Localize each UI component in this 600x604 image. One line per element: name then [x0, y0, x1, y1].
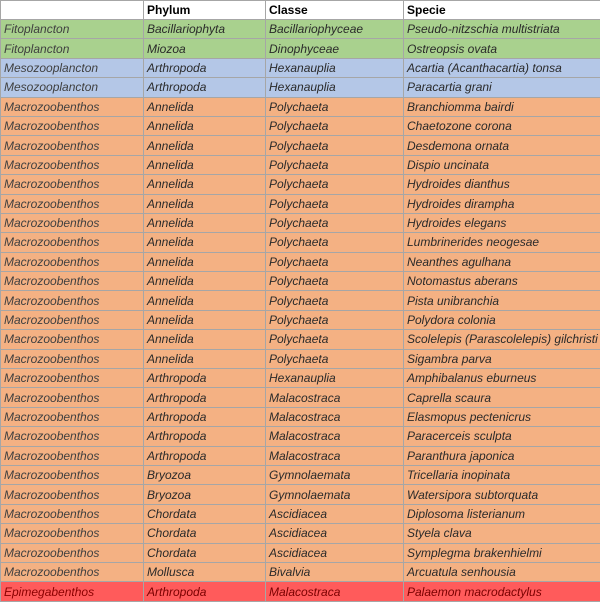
- table-row: [1, 504, 600, 523]
- table-row: [1, 369, 600, 388]
- cell-group: Macrozoobenthos: [1, 524, 144, 543]
- table-row: [1, 116, 600, 135]
- cell-classe: Polychaeta: [266, 155, 404, 174]
- cell-classe: Gymnolaemata: [266, 465, 404, 484]
- cell-classe: Hexanauplia: [266, 58, 404, 77]
- table-row: [1, 136, 600, 155]
- cell-classe: Malacostraca: [266, 427, 404, 446]
- table-row: [1, 524, 600, 543]
- table-row: [1, 485, 600, 504]
- header-specie: Specie: [404, 1, 600, 20]
- cell-specie: Hydroides elegans: [404, 213, 600, 232]
- cell-group: Macrozoobenthos: [1, 310, 144, 329]
- cell-specie: Sigambra parva: [404, 349, 600, 368]
- cell-specie: Symplegma brakenhielmi: [404, 543, 600, 562]
- cell-specie: Styela clava: [404, 524, 600, 543]
- cell-specie: Chaetozone corona: [404, 116, 600, 135]
- cell-group: Macrozoobenthos: [1, 155, 144, 174]
- cell-specie: Dispio uncinata: [404, 155, 600, 174]
- cell-group: Macrozoobenthos: [1, 446, 144, 465]
- cell-phylum: Chordata: [144, 504, 266, 523]
- cell-classe: Polychaeta: [266, 310, 404, 329]
- header-group: [1, 1, 144, 20]
- cell-specie: Arcuatula senhousia: [404, 562, 600, 581]
- cell-phylum: Bryozoa: [144, 485, 266, 504]
- cell-specie: Lumbrinerides neogesae: [404, 233, 600, 252]
- cell-classe: Polychaeta: [266, 194, 404, 213]
- cell-phylum: Arthropoda: [144, 78, 266, 97]
- cell-phylum: Annelida: [144, 252, 266, 271]
- table-row: [1, 58, 600, 77]
- cell-group: Macrozoobenthos: [1, 330, 144, 349]
- cell-specie: Branchiomma bairdi: [404, 97, 600, 116]
- table-row: [1, 175, 600, 194]
- cell-phylum: Annelida: [144, 194, 266, 213]
- cell-group: Macrozoobenthos: [1, 291, 144, 310]
- cell-specie: Pista unibranchia: [404, 291, 600, 310]
- table-row: [1, 233, 600, 252]
- cell-phylum: Mollusca: [144, 562, 266, 581]
- cell-phylum: Annelida: [144, 233, 266, 252]
- table-row: [1, 272, 600, 291]
- cell-phylum: Arthropoda: [144, 369, 266, 388]
- table-row: [1, 252, 600, 271]
- cell-group: Macrozoobenthos: [1, 349, 144, 368]
- cell-phylum: Annelida: [144, 330, 266, 349]
- cell-phylum: Annelida: [144, 116, 266, 135]
- cell-classe: Hexanauplia: [266, 369, 404, 388]
- cell-group: Macrozoobenthos: [1, 485, 144, 504]
- cell-phylum: Bacillariophyta: [144, 20, 266, 39]
- cell-group: Macrozoobenthos: [1, 543, 144, 562]
- cell-specie: Tricellaria inopinata: [404, 465, 600, 484]
- cell-classe: Malacostraca: [266, 582, 404, 601]
- cell-specie: Neanthes agulhana: [404, 252, 600, 271]
- table-row: [1, 78, 600, 97]
- cell-classe: Polychaeta: [266, 272, 404, 291]
- cell-classe: Polychaeta: [266, 330, 404, 349]
- cell-group: Macrozoobenthos: [1, 213, 144, 232]
- cell-phylum: Arthropoda: [144, 388, 266, 407]
- cell-phylum: Arthropoda: [144, 407, 266, 426]
- cell-classe: Ascidiacea: [266, 524, 404, 543]
- cell-specie: Ostreopsis ovata: [404, 39, 600, 58]
- cell-specie: Acartia (Acanthacartia) tonsa: [404, 58, 600, 77]
- cell-classe: Dinophyceae: [266, 39, 404, 58]
- cell-classe: Polychaeta: [266, 252, 404, 271]
- table-row: [1, 543, 600, 562]
- cell-specie: Hydroides dianthus: [404, 175, 600, 194]
- header-classe: Classe: [266, 1, 404, 20]
- table-row: [1, 39, 600, 58]
- table-row: [1, 407, 600, 426]
- cell-group: Macrozoobenthos: [1, 252, 144, 271]
- table-row: [1, 291, 600, 310]
- cell-specie: Desdemona ornata: [404, 136, 600, 155]
- cell-specie: Palaemon macrodactylus: [404, 582, 600, 601]
- cell-phylum: Arthropoda: [144, 582, 266, 601]
- table-row: [1, 97, 600, 116]
- cell-specie: Scolelepis (Parascolelepis) gilchristi: [404, 330, 600, 349]
- cell-specie: Paracerceis sculpta: [404, 427, 600, 446]
- cell-group: Macrozoobenthos: [1, 427, 144, 446]
- table-row: [1, 349, 600, 368]
- cell-phylum: Chordata: [144, 524, 266, 543]
- cell-specie: Notomastus aberans: [404, 272, 600, 291]
- table-row: [1, 330, 600, 349]
- cell-specie: Elasmopus pectenicrus: [404, 407, 600, 426]
- cell-classe: Polychaeta: [266, 213, 404, 232]
- cell-classe: Polychaeta: [266, 291, 404, 310]
- cell-group: Macrozoobenthos: [1, 465, 144, 484]
- table-row: [1, 582, 600, 601]
- cell-group: Macrozoobenthos: [1, 116, 144, 135]
- cell-classe: Polychaeta: [266, 97, 404, 116]
- cell-group: Mesozooplancton: [1, 78, 144, 97]
- cell-phylum: Annelida: [144, 136, 266, 155]
- cell-specie: Amphibalanus eburneus: [404, 369, 600, 388]
- cell-group: Macrozoobenthos: [1, 504, 144, 523]
- table-row: [1, 155, 600, 174]
- cell-classe: Polychaeta: [266, 233, 404, 252]
- cell-classe: Polychaeta: [266, 116, 404, 135]
- cell-group: Macrozoobenthos: [1, 175, 144, 194]
- cell-phylum: Annelida: [144, 175, 266, 194]
- table-body: [1, 20, 600, 602]
- header-row: [1, 1, 600, 20]
- cell-phylum: Arthropoda: [144, 427, 266, 446]
- cell-classe: Gymnolaemata: [266, 485, 404, 504]
- cell-phylum: Annelida: [144, 349, 266, 368]
- cell-group: Macrozoobenthos: [1, 97, 144, 116]
- cell-classe: Polychaeta: [266, 175, 404, 194]
- cell-classe: Bacillariophyceae: [266, 20, 404, 39]
- cell-phylum: Annelida: [144, 272, 266, 291]
- cell-specie: Watersipora subtorquata: [404, 485, 600, 504]
- cell-group: Macrozoobenthos: [1, 136, 144, 155]
- cell-group: Macrozoobenthos: [1, 369, 144, 388]
- table-row: [1, 20, 600, 39]
- cell-phylum: Chordata: [144, 543, 266, 562]
- cell-classe: Polychaeta: [266, 349, 404, 368]
- table-row: [1, 213, 600, 232]
- cell-specie: Polydora colonia: [404, 310, 600, 329]
- cell-group: Mesozooplancton: [1, 58, 144, 77]
- cell-specie: Hydroides dirampha: [404, 194, 600, 213]
- cell-phylum: Annelida: [144, 97, 266, 116]
- cell-classe: Malacostraca: [266, 407, 404, 426]
- header-phylum: Phylum: [144, 1, 266, 20]
- cell-group: Macrozoobenthos: [1, 388, 144, 407]
- table-row: [1, 194, 600, 213]
- table-row: [1, 388, 600, 407]
- cell-group: Fitoplancton: [1, 39, 144, 58]
- cell-classe: Ascidiacea: [266, 504, 404, 523]
- cell-specie: Pseudo-nitzschia multistriata: [404, 20, 600, 39]
- cell-specie: Paracartia grani: [404, 78, 600, 97]
- cell-phylum: Annelida: [144, 310, 266, 329]
- table-row: [1, 310, 600, 329]
- cell-classe: Bivalvia: [266, 562, 404, 581]
- cell-classe: Ascidiacea: [266, 543, 404, 562]
- cell-specie: Paranthura japonica: [404, 446, 600, 465]
- cell-specie: Diplosoma listerianum: [404, 504, 600, 523]
- cell-phylum: Arthropoda: [144, 58, 266, 77]
- cell-group: Macrozoobenthos: [1, 194, 144, 213]
- table-row: [1, 465, 600, 484]
- cell-phylum: Annelida: [144, 213, 266, 232]
- cell-group: Macrozoobenthos: [1, 233, 144, 252]
- table-row: [1, 427, 600, 446]
- cell-phylum: Annelida: [144, 291, 266, 310]
- cell-specie: Caprella scaura: [404, 388, 600, 407]
- cell-group: Fitoplancton: [1, 20, 144, 39]
- cell-group: Macrozoobenthos: [1, 562, 144, 581]
- cell-phylum: Annelida: [144, 155, 266, 174]
- table-row: [1, 446, 600, 465]
- cell-phylum: Arthropoda: [144, 446, 266, 465]
- cell-classe: Malacostraca: [266, 446, 404, 465]
- cell-group: Macrozoobenthos: [1, 407, 144, 426]
- cell-phylum: Miozoa: [144, 39, 266, 58]
- cell-group: Epimegabenthos: [1, 582, 144, 601]
- cell-classe: Polychaeta: [266, 136, 404, 155]
- cell-phylum: Bryozoa: [144, 465, 266, 484]
- cell-classe: Malacostraca: [266, 388, 404, 407]
- cell-classe: Hexanauplia: [266, 78, 404, 97]
- table-row: [1, 562, 600, 581]
- cell-group: Macrozoobenthos: [1, 272, 144, 291]
